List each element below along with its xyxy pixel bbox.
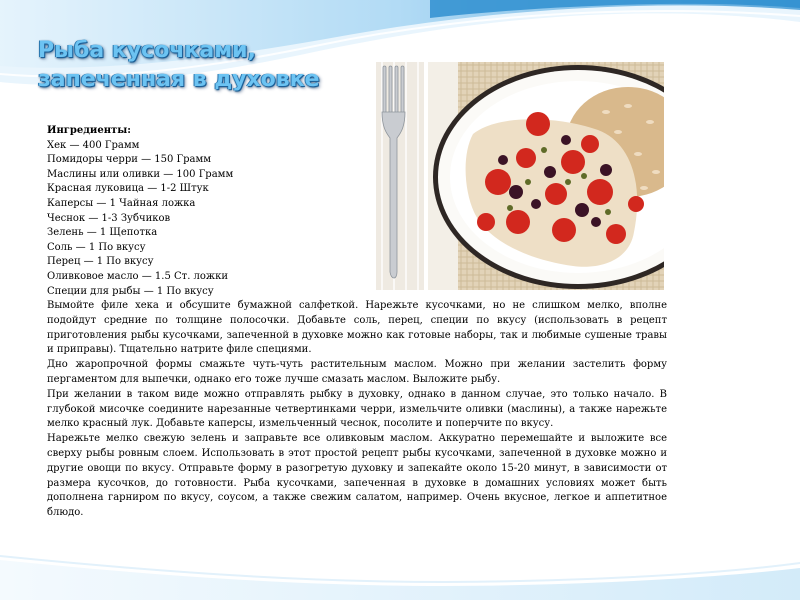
ingredient-item: Чеснок — 1-3 Зубчиков	[47, 212, 171, 224]
ingredient-item: Маслины или оливки — 100 Грамм	[47, 168, 234, 180]
ingredient-item: Каперсы — 1 Чайная ложка	[47, 197, 196, 209]
method-paragraph: Дно жаропрочной формы смажьте чуть-чуть растительным маслом. Можно при желании застелить форму пергаментом для выпечки, однако его тоже лучше смазать маслом. Выложите рыбу.	[47, 359, 667, 385]
ingredient-item: Зелень — 1 Щепотка	[47, 227, 158, 239]
method-paragraph: При желании в таком виде можно отправлять рыбку в духовку, однако в данном случае, это только начало. В глубокой мисочке соедините нарезанные четвертинками черри, измельчите оливки (маслины), а также нарежьте мелко красный лук. Добавьте каперсы, измельченный чеснок, посолите и поперчите по вкусу.	[47, 388, 667, 430]
ingredients-heading: Ингредиенты:	[47, 125, 131, 136]
slide-title	[38, 36, 320, 94]
ingredient-item: Хек — 400 Грамм	[47, 139, 140, 151]
title-line-2: запеченная в духовке	[38, 67, 320, 92]
ingredient-item: Оливковое масло — 1.5 Ст. ложки	[47, 270, 229, 282]
ingredient-item: Специи для рыбы — 1 По вкусу	[47, 285, 214, 297]
recipe-method	[47, 299, 667, 521]
method-paragraph: Нарежьте мелко свежую зелень и заправьте все оливковым маслом. Аккуратно перемешайте и выложите все сверху рыбы ровным слоем. Использовать в этот простой рецепт рыбы кусочками, запеченной в духовке можно и другие овощи по вкусу. Отправьте форму в разогретую духовку и запекайте около 15-20 минут, в зависимости от размера кусочков, до готовности. Рыба кусочками, запеченная в духовке в домашних условиях может быть дополнена гарниром по вкусу, соусом, а также свежим салатом, например. Очень вкусное, легкое и аппетитное блюдо.	[47, 433, 667, 519]
ingredient-item: Помидоры черри — 150 Грамм	[47, 154, 212, 166]
ingredient-item: Красная луковица — 1-2 Штук	[47, 183, 209, 195]
ingredient-item: Соль — 1 По вкусу	[47, 241, 146, 253]
ingredients-list	[47, 124, 372, 299]
ingredient-item: Перец — 1 По вкусу	[47, 256, 154, 268]
method-paragraph: Вымойте филе хека и обсушите бумажной салфеткой. Нарежьте кусочками, но не слишком мелко, вполне подойдут средние по толщине полосочки. Добавьте соль, перец, специи по вкусу (использовать в рецепт приготовления рыбы кусочками, запеченной в духовке можно как готовые наборы, так и любимые сушеные травы и приправы). Тщательно натрите филе специями.	[47, 300, 667, 356]
title-line-1: Рыба кусочками,	[38, 38, 256, 63]
fish-dish-photo	[368, 62, 664, 290]
